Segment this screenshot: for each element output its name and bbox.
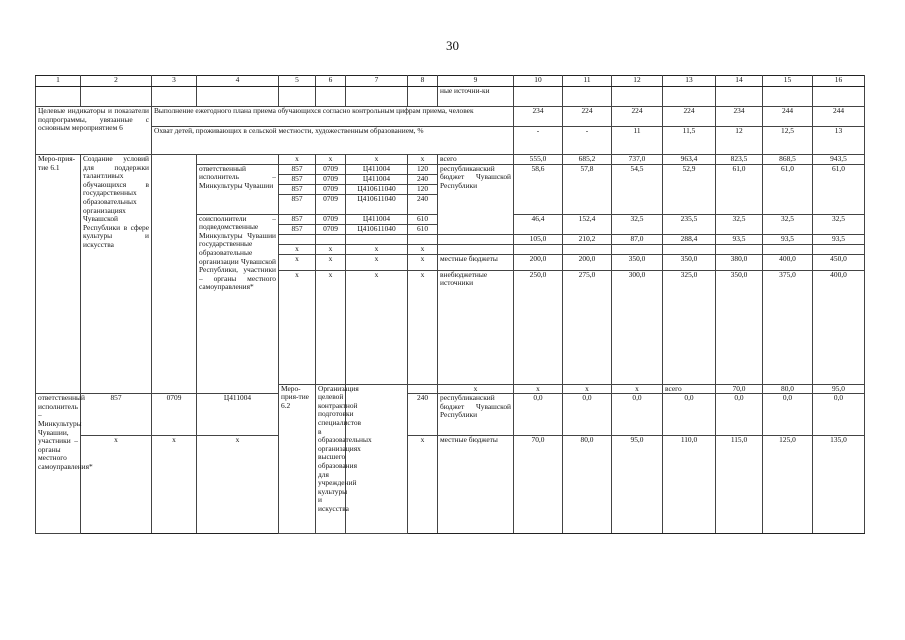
code-cell: 857 — [279, 194, 316, 214]
code-cell: x — [81, 436, 152, 534]
value-cell: 275,0 — [563, 270, 612, 384]
code-cell: 240 — [408, 394, 438, 436]
table-row — [36, 87, 865, 107]
value-cell: 375,0 — [763, 270, 813, 384]
code-cell: 0709 — [316, 214, 346, 224]
table-row — [36, 436, 865, 534]
value-cell: 300,0 — [612, 270, 663, 384]
code-cell: 0709 — [316, 174, 346, 184]
value-cell: - — [514, 127, 563, 155]
source-cell: республиканский бюджет Чувашской Республики — [438, 164, 514, 234]
indicator-label: Выполнение ежегодного плана приема обучающихся согласно контрольным цифрам приема, человек — [152, 107, 514, 127]
code-cell: Ц411004 — [346, 164, 408, 174]
col-number: 9 — [438, 76, 514, 87]
code-cell: Ц410611040 — [346, 184, 408, 194]
code-cell: 857 — [279, 174, 316, 184]
code-cell: 857 — [81, 394, 152, 436]
value-cell: 350,0 — [716, 270, 763, 384]
value-cell: 58,6 — [514, 164, 563, 214]
code-cell: 857 — [279, 164, 316, 174]
value-cell: 450,0 — [813, 254, 865, 270]
col-number: 16 — [813, 76, 865, 87]
value-cell: 11 — [612, 127, 663, 155]
value-cell: 115,0 — [716, 436, 763, 534]
code-cell: x — [408, 254, 438, 270]
value-cell: 737,0 — [612, 155, 663, 165]
value-cell: 325,0 — [663, 270, 716, 384]
indicator-label: Охват детей, проживающих в сельской местности, художественным образованием, % — [152, 127, 514, 155]
value-cell: 224 — [563, 107, 612, 127]
value-cell: 0,0 — [563, 394, 612, 436]
value-cell: 250,0 — [514, 270, 563, 384]
code-cell: 120 — [408, 184, 438, 194]
value-cell: 235,5 — [663, 214, 716, 234]
value-cell: 32,5 — [716, 214, 763, 234]
value-cell: 61,0 — [813, 164, 865, 214]
code-cell: x — [408, 244, 438, 254]
value-cell: 288,4 — [663, 234, 716, 244]
value-cell: 224 — [663, 107, 716, 127]
value-cell: 0,0 — [716, 394, 763, 436]
source-cell: всего — [663, 384, 716, 394]
value-cell: 234 — [514, 107, 563, 127]
code-cell: x — [408, 436, 438, 534]
value-cell: 12,5 — [763, 127, 813, 155]
value-cell: 32,5 — [612, 214, 663, 234]
value-cell: 380,0 — [716, 254, 763, 270]
source-cell: внебюджетные источники — [438, 270, 514, 384]
value-cell: 95,0 — [813, 384, 865, 394]
code-cell: x — [316, 254, 346, 270]
code-cell: x — [279, 155, 316, 165]
code-cell: x — [279, 254, 316, 270]
code-cell: x — [438, 384, 514, 394]
code-cell: x — [279, 270, 316, 384]
value-cell: 46,4 — [514, 214, 563, 234]
code-cell: x — [346, 244, 408, 254]
value-cell: 152,4 — [563, 214, 612, 234]
code-cell: x — [346, 254, 408, 270]
col-number: 10 — [514, 76, 563, 87]
value-cell: 105,0 — [514, 234, 563, 244]
table-row — [36, 394, 865, 436]
value-cell: 200,0 — [563, 254, 612, 270]
value-cell: 963,4 — [663, 155, 716, 165]
code-cell: 120 — [408, 164, 438, 174]
code-cell: 0709 — [316, 164, 346, 174]
code-cell: x — [316, 244, 346, 254]
code-cell: Ц411004 — [346, 174, 408, 184]
code-cell: 240 — [408, 174, 438, 184]
code-cell: 857 — [279, 214, 316, 224]
value-cell: 0,0 — [763, 394, 813, 436]
code-cell: x — [408, 270, 438, 384]
value-cell: 0,0 — [813, 394, 865, 436]
code-cell: 0709 — [316, 184, 346, 194]
value-cell: 823,5 — [716, 155, 763, 165]
value-cell: 61,0 — [763, 164, 813, 214]
col-number: 4 — [197, 76, 279, 87]
value-cell: 555,0 — [514, 155, 563, 165]
value-cell: 32,5 — [813, 214, 865, 234]
code-cell: 240 — [408, 194, 438, 214]
value-cell: 57,8 — [563, 164, 612, 214]
value-cell: 93,5 — [763, 234, 813, 244]
value-cell: 70,0 — [716, 384, 763, 394]
source-cell: местные бюджеты — [438, 254, 514, 270]
measure-id: Меро-прия-тие 6.2 — [279, 384, 316, 534]
col-number: 7 — [346, 76, 408, 87]
col-number: 14 — [716, 76, 763, 87]
value-cell: 93,5 — [813, 234, 865, 244]
value-cell: 0,0 — [514, 394, 563, 436]
value-cell: 61,0 — [716, 164, 763, 214]
source-cell: ные источни-ки — [438, 87, 514, 107]
code-cell: x — [152, 436, 197, 534]
header-row — [36, 76, 865, 87]
code-cell: 610 — [408, 214, 438, 224]
value-cell: 87,0 — [612, 234, 663, 244]
value-cell: 11,5 — [663, 127, 716, 155]
value-cell: 135,0 — [813, 436, 865, 534]
indicator-row — [36, 107, 865, 127]
value-cell: - — [563, 127, 612, 155]
measure-id: Меро-прия-тие 6.1 — [36, 155, 81, 394]
col-number: 15 — [763, 76, 813, 87]
executor-cell: ответственный исполнитель – Минкультуры Чувашии — [197, 164, 279, 214]
code-cell: x — [346, 155, 408, 165]
measure-title: Организация целевой контрактной подготовки специалистов в образовательных организациях высшего образования для учреждений культуры и искусства — [316, 384, 346, 534]
value-cell: 70,0 — [514, 436, 563, 534]
value-cell: 350,0 — [612, 254, 663, 270]
value-cell: 12 — [716, 127, 763, 155]
measure-title: Создание условий для поддержки талантливых обучающихся в государственных образовательных организациях Чувашской Республики в сфере культуры и искусства — [81, 155, 152, 394]
col-number: 11 — [563, 76, 612, 87]
code-cell: 857 — [279, 224, 316, 234]
value-cell: 0,0 — [663, 394, 716, 436]
code-cell: x — [612, 384, 663, 394]
value-cell: 244 — [813, 107, 865, 127]
code-cell: Ц411004 — [346, 214, 408, 224]
source-cell: всего — [438, 155, 514, 165]
code-cell: Ц410611040 — [346, 224, 408, 234]
value-cell: 13 — [813, 127, 865, 155]
code-cell: x — [197, 436, 279, 534]
value-cell: 400,0 — [763, 254, 813, 270]
col-number: 2 — [81, 76, 152, 87]
indicator-row — [36, 127, 865, 155]
value-cell: 54,5 — [612, 164, 663, 214]
value-cell: 80,0 — [763, 384, 813, 394]
code-cell: 857 — [279, 184, 316, 194]
value-cell: 234 — [716, 107, 763, 127]
value-cell: 95,0 — [612, 436, 663, 534]
value-cell: 93,5 — [716, 234, 763, 244]
code-cell: Ц411004 — [197, 394, 279, 436]
value-cell: 0,0 — [612, 394, 663, 436]
code-cell: x — [514, 384, 563, 394]
code-cell: Ц410611040 — [346, 194, 408, 214]
value-cell: 350,0 — [663, 254, 716, 270]
code-cell: 0709 — [152, 394, 197, 436]
value-cell: 52,9 — [663, 164, 716, 214]
code-cell: x — [316, 155, 346, 165]
value-cell: 685,2 — [563, 155, 612, 165]
executor-cell: соисполнители – подведомственные Минкультуры Чувашии государственные образовательные организации Чувашской Республики, участники – органы местного самоуправления* — [197, 214, 279, 394]
col-number: 1 — [36, 76, 81, 87]
code-cell: x — [346, 270, 408, 384]
col-number: 12 — [612, 76, 663, 87]
value-cell: 32,5 — [763, 214, 813, 234]
code-cell: 0709 — [316, 194, 346, 214]
value-cell: 80,0 — [563, 436, 612, 534]
source-cell: республиканский бюджет Чувашской Республики — [438, 394, 514, 436]
value-cell: 400,0 — [813, 270, 865, 384]
code-cell: 0709 — [316, 224, 346, 234]
code-cell: x — [279, 244, 316, 254]
col-number: 13 — [663, 76, 716, 87]
source-cell: местные бюджеты — [438, 436, 514, 534]
budget-table — [35, 75, 865, 534]
code-cell: x — [316, 270, 346, 384]
col-number: 6 — [316, 76, 346, 87]
col-number: 8 — [408, 76, 438, 87]
code-cell: x — [563, 384, 612, 394]
code-cell: 610 — [408, 224, 438, 234]
value-cell: 224 — [612, 107, 663, 127]
value-cell: 125,0 — [763, 436, 813, 534]
indicators-title: Целевые индикаторы и показатели подпрограммы, увязанные с основным мероприятием 6 — [36, 107, 152, 155]
value-cell: 210,2 — [563, 234, 612, 244]
table-row — [36, 155, 865, 165]
value-cell: 244 — [763, 107, 813, 127]
code-cell: x — [408, 155, 438, 165]
value-cell: 200,0 — [514, 254, 563, 270]
page-number: 30 — [446, 38, 459, 53]
value-cell: 110,0 — [663, 436, 716, 534]
executor-cell: ответственный исполнитель – Минкультуры Чувашии, участники – органы местного самоуправления* — [36, 394, 81, 534]
value-cell: 943,5 — [813, 155, 865, 165]
value-cell: 868,5 — [763, 155, 813, 165]
col-number: 3 — [152, 76, 197, 87]
col-number: 5 — [279, 76, 316, 87]
